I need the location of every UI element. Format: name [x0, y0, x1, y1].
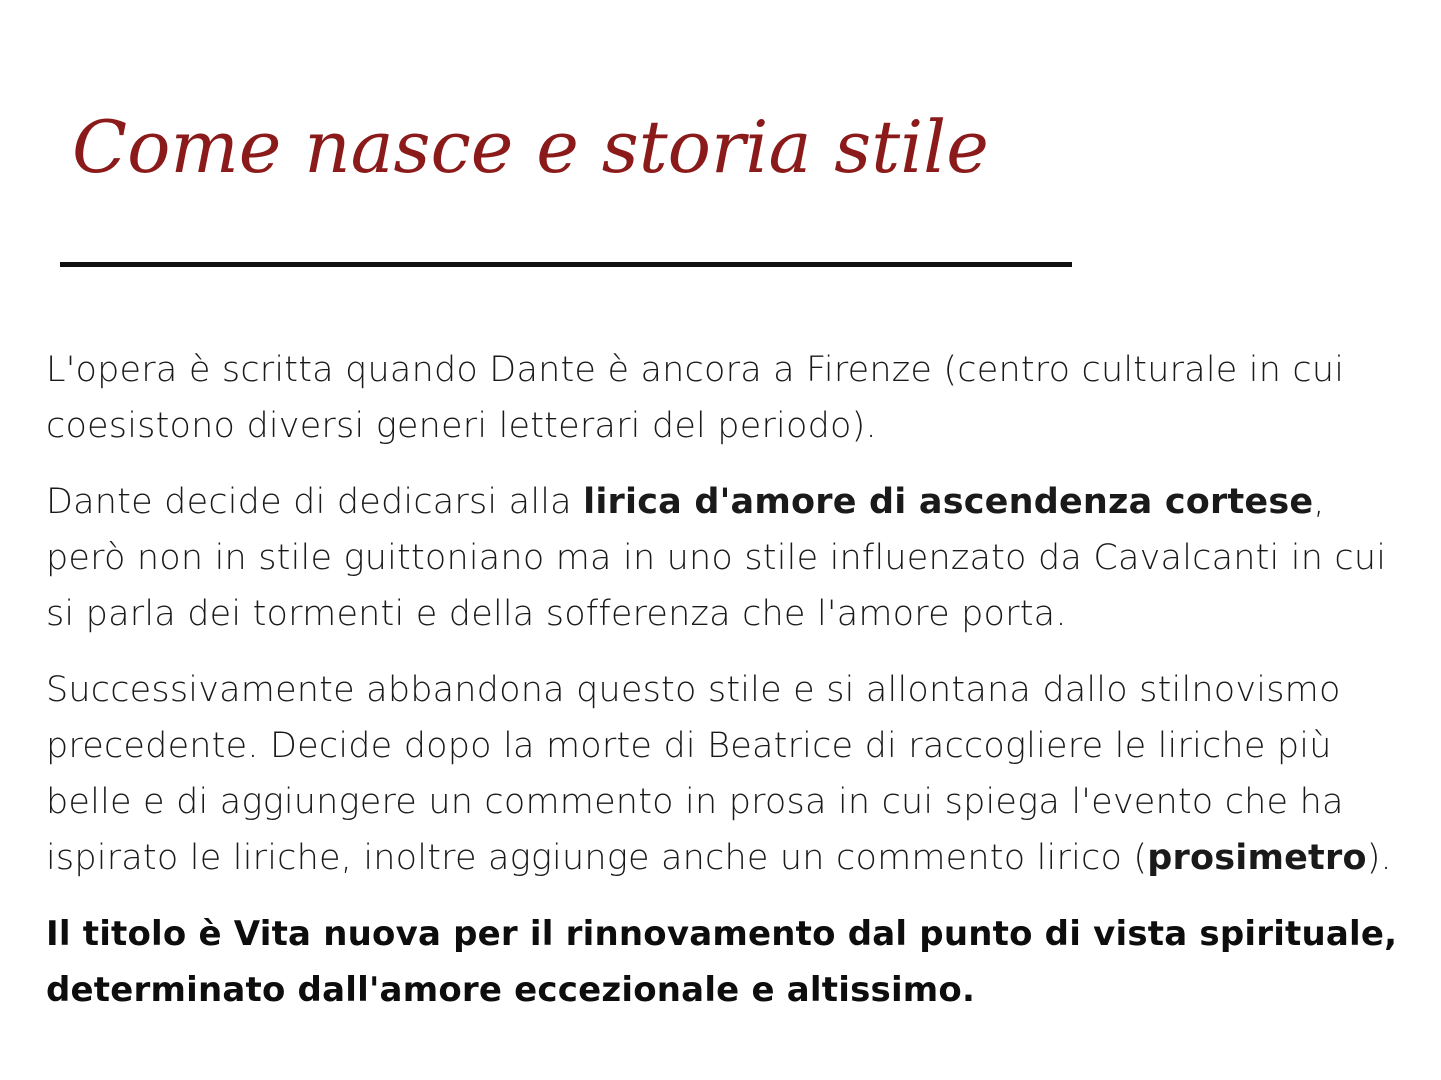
- paragraph-4: [46, 906, 1406, 1018]
- paragraph-1: [46, 342, 1406, 454]
- paragraph-3: [46, 662, 1406, 886]
- paragraph-3-text-end: ).: [1366, 838, 1392, 878]
- paragraph-2: [46, 474, 1406, 642]
- paragraph-3-highlight: prosimetro: [1147, 838, 1367, 878]
- paragraph-2-highlight: lirica d'amore di ascendenza cortese: [583, 482, 1314, 522]
- paragraph-4-text: Il titolo è Vita nuova per il rinnovamento dal punto di vista spirituale, determinato dall'amore eccezionale e altissimo.: [46, 914, 1398, 1010]
- body-text: [46, 342, 1406, 1038]
- paragraph-2-text-end: , però non in stile guittoniano ma in uno stile influenzato da Cavalcanti in cui si parla dei tormenti e della sofferenza che l'amore porta.: [46, 482, 1387, 634]
- paragraph-3-text-start: Successivamente abbandona questo stile e si allontana dallo stilnovismo precedente. Decide dopo la morte di Beatrice di raccogliere le liriche più belle e di aggiungere un commento in prosa in cui spiega l'evento che ha ispirato le liriche, inoltre aggiunge anche un commento lirico (: [46, 670, 1344, 878]
- paragraph-2-text-start: Dante decide di dedicarsi alla: [46, 482, 584, 522]
- title-divider: [60, 262, 1072, 267]
- paragraph-1-text: L'opera è scritta quando Dante è ancora a Firenze (centro culturale in cui coesistono diversi generi letterari del periodo).: [46, 350, 1345, 446]
- page-title: Come nasce e storia stile: [72, 105, 989, 189]
